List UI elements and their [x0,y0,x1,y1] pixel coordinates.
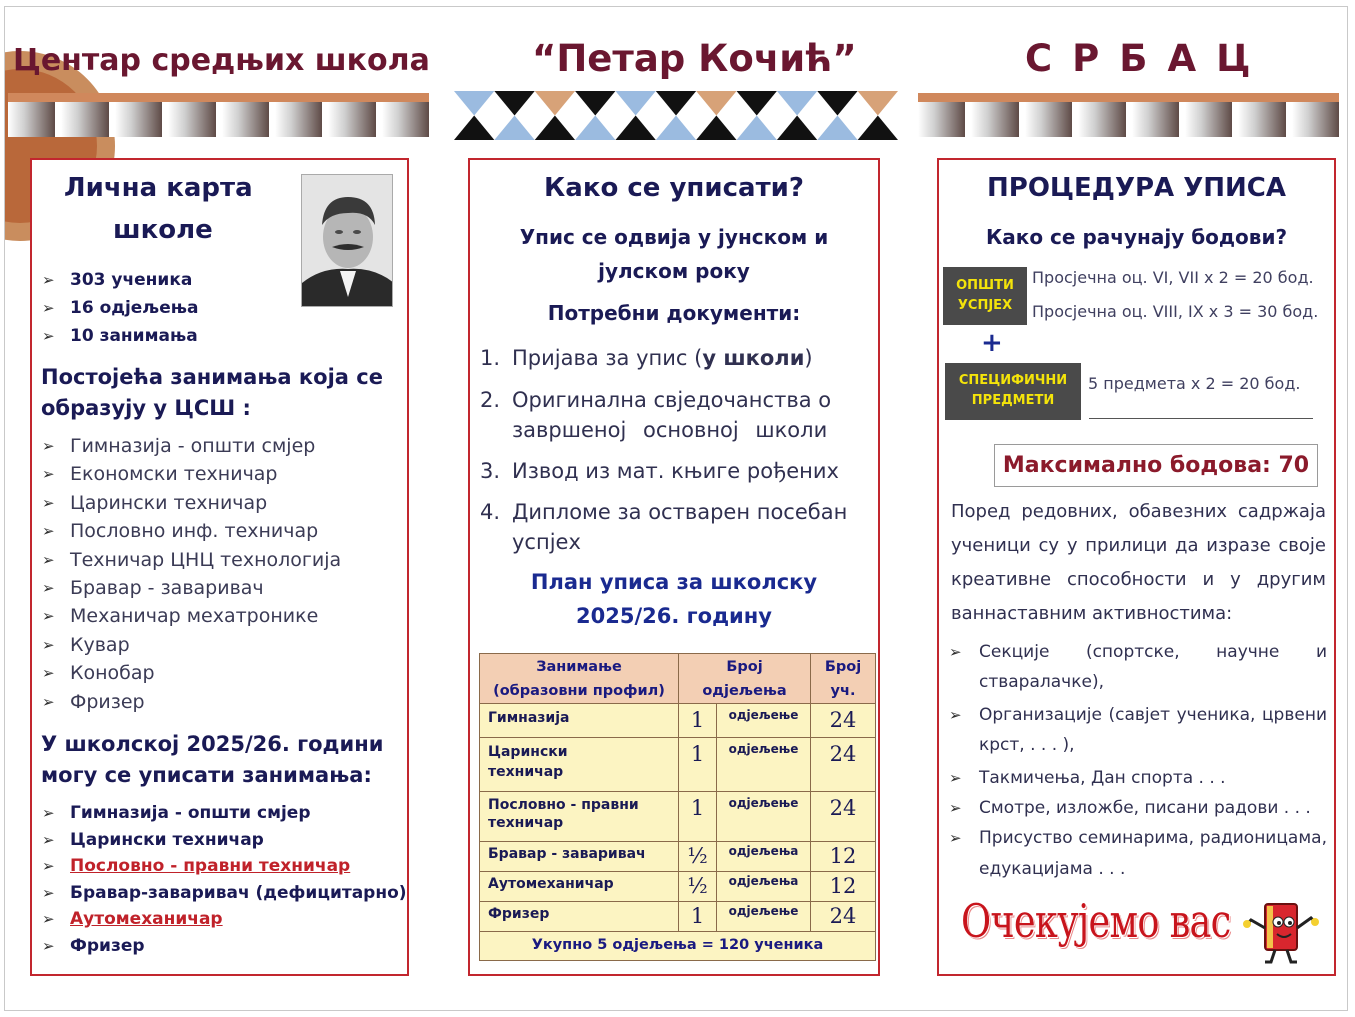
column-header-students: Број уч. [811,654,876,704]
occupation-item: ➢ Бравар - заваривач [42,574,341,602]
document-item [480,343,847,373]
table-row [480,902,876,932]
column-header-occupation: Занимање (образовни профил) [480,654,679,704]
diamond-triangle [737,91,777,116]
cell-occupation: Гимназија [488,710,570,726]
cell-class-unit: одјељење [717,902,811,932]
decorative-diamond-band [454,91,898,140]
cell-occupation: Бравар - заваривач [488,846,646,862]
school-stats-list [42,266,198,350]
greeting-text: Очекујемо вас [961,894,1231,948]
cell-class-count: ½ [679,842,717,872]
enrolment-item-highlighted: ➢ Пословно - правни техничар [42,853,407,880]
activity-item: ➢ Такмичења, Дан спорта . . . [949,763,1327,793]
diamond-triangle [575,91,615,116]
plan-heading-line1: План уписа за школску [530,570,818,594]
activity-item: ➢ Организације (савјет ученика, црвени крст, . . . ), [949,700,1327,761]
diamond-triangle [494,91,534,116]
column-header-classes: Број одјељења [679,654,811,704]
school-card-title-line1: Лична карта [64,173,253,203]
cell-class-unit: одјељења [717,872,811,902]
diamond-triangle [817,91,857,116]
cell-class-unit: одјељење [717,738,811,792]
occupation-item: ➢ Фризер [42,688,341,716]
portrait-image [301,174,393,307]
activities-list [949,637,1327,884]
max-points-box: Максимално бодова: 70 [994,444,1318,487]
cell-class-count: ½ [679,872,717,902]
brochure-page [4,6,1348,1011]
enrol-subtitle-line1: Упис се одвија у јунском и [519,225,829,249]
panel-how-to-enrol [468,158,880,976]
decorative-band-right [918,93,1339,137]
occupation-item: ➢ Гимназија - општи смјер [42,432,341,460]
procedure-title: ПРОЦЕДУРА УПИСА [987,173,1286,203]
diamond-triangle [575,116,615,141]
enrol-title: Како се уписати? [544,173,804,203]
diamond-triangle [777,116,817,141]
occupations-heading-line2: образују у ЦСШ : [41,396,251,420]
enrolment-list [42,800,407,960]
formula-underline [1089,418,1313,419]
plan-heading-line2: 2025/26. годину [576,604,772,628]
procedure-subtitle: Како се рачунају бодови? [985,225,1288,249]
table-total-row [480,932,876,961]
cell-students: 24 [811,902,876,932]
activity-item: ➢ Присуство семинарима, радионицама, едукацијама . . . [949,823,1327,884]
enrolment-item: ➢ Фризер [42,933,407,960]
enrol-subtitle-line2: јулском року [598,259,750,283]
panel-school-profile [30,158,409,976]
stat-classes: ➢ 16 одјељења [42,294,198,322]
activity-item: ➢ Смотре, изложбе, писани радови . . . [949,793,1327,823]
formula-grades-8-9: Просјечна оц. VIII, IX x 3 = 30 бод. [1032,302,1319,321]
document-item [480,456,847,486]
book-mascot-icon [1241,898,1319,966]
document-number: 3. [480,459,501,483]
cell-class-unit: одјељења [717,842,811,872]
diamond-triangle [615,116,655,141]
cell-occupation: Аутомеханичар [488,876,614,892]
document-item [480,385,847,445]
cell-occupation: Царински [488,744,568,760]
enrolment-heading-line2: могу се уписати занимања: [41,763,372,787]
occupation-item: ➢ Економски техничар [42,460,341,488]
decorative-band-left [8,93,429,137]
stat-occupations: ➢ 10 занимања [42,322,198,350]
document-text-bold: у школи [702,346,805,370]
document-number: 2. [480,388,501,412]
diamond-triangle [494,116,534,141]
cell-class-unit: одјељење [717,792,811,842]
occupation-item: ➢ Пословно инф. техничар [42,517,341,545]
cell-students: 12 [811,872,876,902]
cell-class-count: 1 [679,792,717,842]
diamond-triangle [737,116,777,141]
documents-heading: Потребни документи: [547,301,801,325]
document-item [480,497,847,557]
documents-list [480,343,847,557]
occupation-item: ➢ Техничар ЦНЦ технологија [42,546,341,574]
diamond-triangle [656,91,696,116]
occupations-list [42,432,341,716]
table-header-row [480,654,876,704]
enrolment-item: ➢ Бравар-заваривач (дефицитарно) [42,880,407,907]
cell-students: 12 [811,842,876,872]
header-town: СРБАЦ [1025,37,1271,80]
cell-occupation: Пословно - правни [488,797,639,813]
table-row: Пословно - правни техничар 1 одјељење 24 [480,792,876,842]
diamond-triangle [656,116,696,141]
diamond-triangle [615,91,655,116]
document-text: успјех [512,530,581,554]
diamond-triangle [535,91,575,116]
document-text: Извод из мат. књиге рођених [512,459,839,483]
cell-students: 24 [811,738,876,792]
document-text: Оригинална свједочанства о [512,388,832,412]
cell-class-unit: одјељење [717,704,811,738]
cell-class-count: 1 [679,704,717,738]
document-text: Дипломе за остварен посебан [512,500,848,524]
document-text: завршеној основној школи [512,418,828,442]
occupations-heading-line1: Постојећа занимања која се [41,365,383,389]
occupation-item: ➢ Царински техничар [42,489,341,517]
diamond-triangle [535,116,575,141]
document-text: Пријава за упис ( [512,346,703,370]
cell-students: 24 [811,792,876,842]
diamond-triangle [858,91,898,116]
table-row: Царински техничар 1 одјељење 24 [480,738,876,792]
document-text: ) [804,346,813,370]
formula-grades-6-7: Просјечна оц. VI, VII x 2 = 20 бод. [1032,268,1314,287]
panel-enrolment-procedure [937,158,1336,976]
diamond-triangle [696,91,736,116]
cell-occupation: Фризер [488,906,550,922]
stat-students: ➢ 303 ученика [42,266,198,294]
school-card-title-line2: школе [113,215,213,245]
plus-icon: + [981,328,1003,358]
enrolment-heading-line1: У школској 2025/26. години [41,732,384,756]
activities-intro: Поред редовних, обавезних садржаја ученици су у прилици да изразе своје креативне способности и у другим ваннаставним активностима: [951,501,1326,624]
enrolment-item: ➢ Гимназија - општи смјер [42,800,407,827]
table-row [480,704,876,738]
diamond-triangle [454,116,494,141]
cell-total: Укупно 5 одјељења = 120 ученика [480,932,876,961]
enrolment-item-highlighted: ➢ Аутомеханичар [42,906,407,933]
enrolment-item: ➢ Царински техничар [42,827,407,854]
header-school-center: Центар средњих школа [13,43,430,78]
table-row [480,842,876,872]
formula-subjects: 5 предмета x 2 = 20 бод. [1088,374,1301,393]
cell-students: 24 [811,704,876,738]
cell-class-count: 1 [679,738,717,792]
general-success-label: ОПШТИ УСПЈЕХ [943,267,1027,325]
diamond-triangle [696,116,736,141]
activity-item: ➢ Секције (спортске, научне и стваралачке), [949,637,1327,698]
header-school-name: “Петар Кочић” [532,37,857,80]
occupation-item: ➢ Кувар [42,631,341,659]
specific-subjects-label: СПЕЦИФИЧНИ ПРЕДМЕТИ [945,363,1081,420]
diamond-triangle [817,116,857,141]
occupation-item: ➢ Механичар мехатронике [42,602,341,630]
document-number: 1. [480,346,501,370]
diamond-triangle [858,116,898,141]
occupation-item: ➢ Конобар [42,659,341,687]
cell-class-count: 1 [679,902,717,932]
enrolment-plan-table [479,653,876,961]
diamond-triangle [777,91,817,116]
table-row [480,872,876,902]
document-number: 4. [480,500,501,524]
diamond-triangle [454,91,494,116]
